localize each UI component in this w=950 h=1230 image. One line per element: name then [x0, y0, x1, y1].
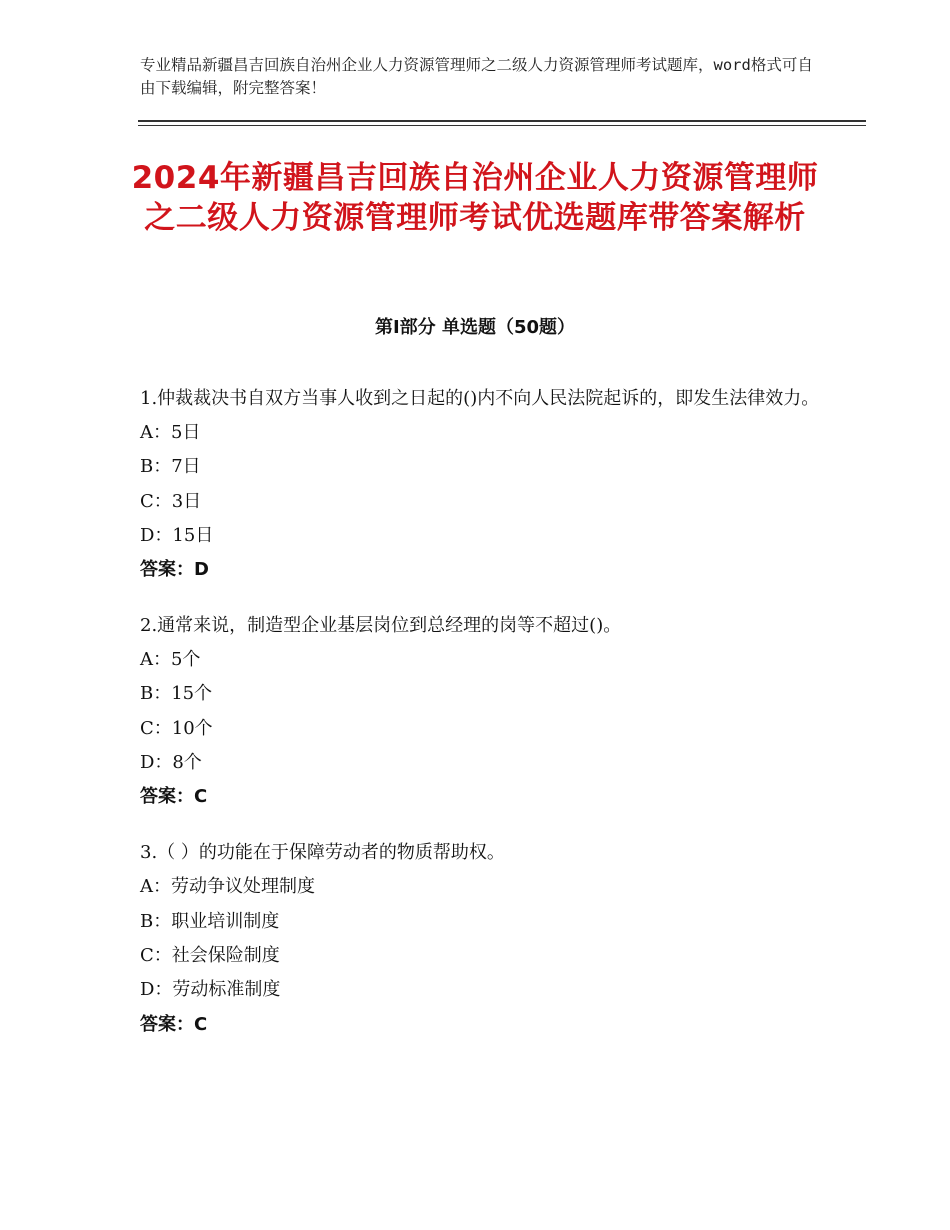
answer-line: 答案：C: [140, 1013, 208, 1035]
option-a: A：5个: [140, 649, 201, 671]
question-stem: 2.通常来说，制造型企业基层岗位到总经理的岗等不超过()。: [140, 615, 622, 637]
question-stem: 1.仲裁裁决书自双方当事人收到之日起的()内不向人民法院起诉的，即发生法律效力。: [140, 388, 820, 409]
option-b: B：15个: [140, 683, 213, 705]
question-stem: 3.（ ）的功能在于保障劳动者的物质帮助权。: [140, 842, 505, 864]
option-b: B：7日: [140, 456, 201, 478]
option-c: C：3日: [140, 490, 202, 512]
question-1: [140, 382, 820, 587]
option-a: A：5日: [140, 422, 201, 443]
header-divider-thin: [138, 125, 866, 126]
option-c: C：10个: [140, 717, 213, 739]
answer-line: 答案：C: [140, 786, 208, 808]
header-note: 专业精品新疆昌吉回族自治州企业人力资源管理师之二级人力资源管理师考试题库，word格式可自由下载编辑，附完整答案！: [140, 56, 813, 97]
question-list: [140, 382, 820, 1064]
question-3: [140, 836, 820, 1041]
answer-line: 答案：D: [140, 559, 209, 581]
option-c: C：社会保险制度: [140, 944, 280, 966]
option-a: A：劳动争议处理制度: [140, 876, 315, 898]
question-2: [140, 609, 820, 814]
section-heading: 第Ⅰ部分 单选题（50题）: [374, 317, 575, 338]
option-d: D：劳动标准制度: [140, 979, 281, 1001]
option-b: B：职业培训制度: [140, 910, 280, 932]
header-divider-thick: [138, 120, 866, 122]
option-d: D：15日: [140, 524, 214, 546]
document-title: 2024年新疆昌吉回族自治州企业人力资源管理师之二级人力资源管理师考试优选题库带答案解析: [131, 160, 819, 236]
option-d: D：8个: [140, 752, 202, 774]
